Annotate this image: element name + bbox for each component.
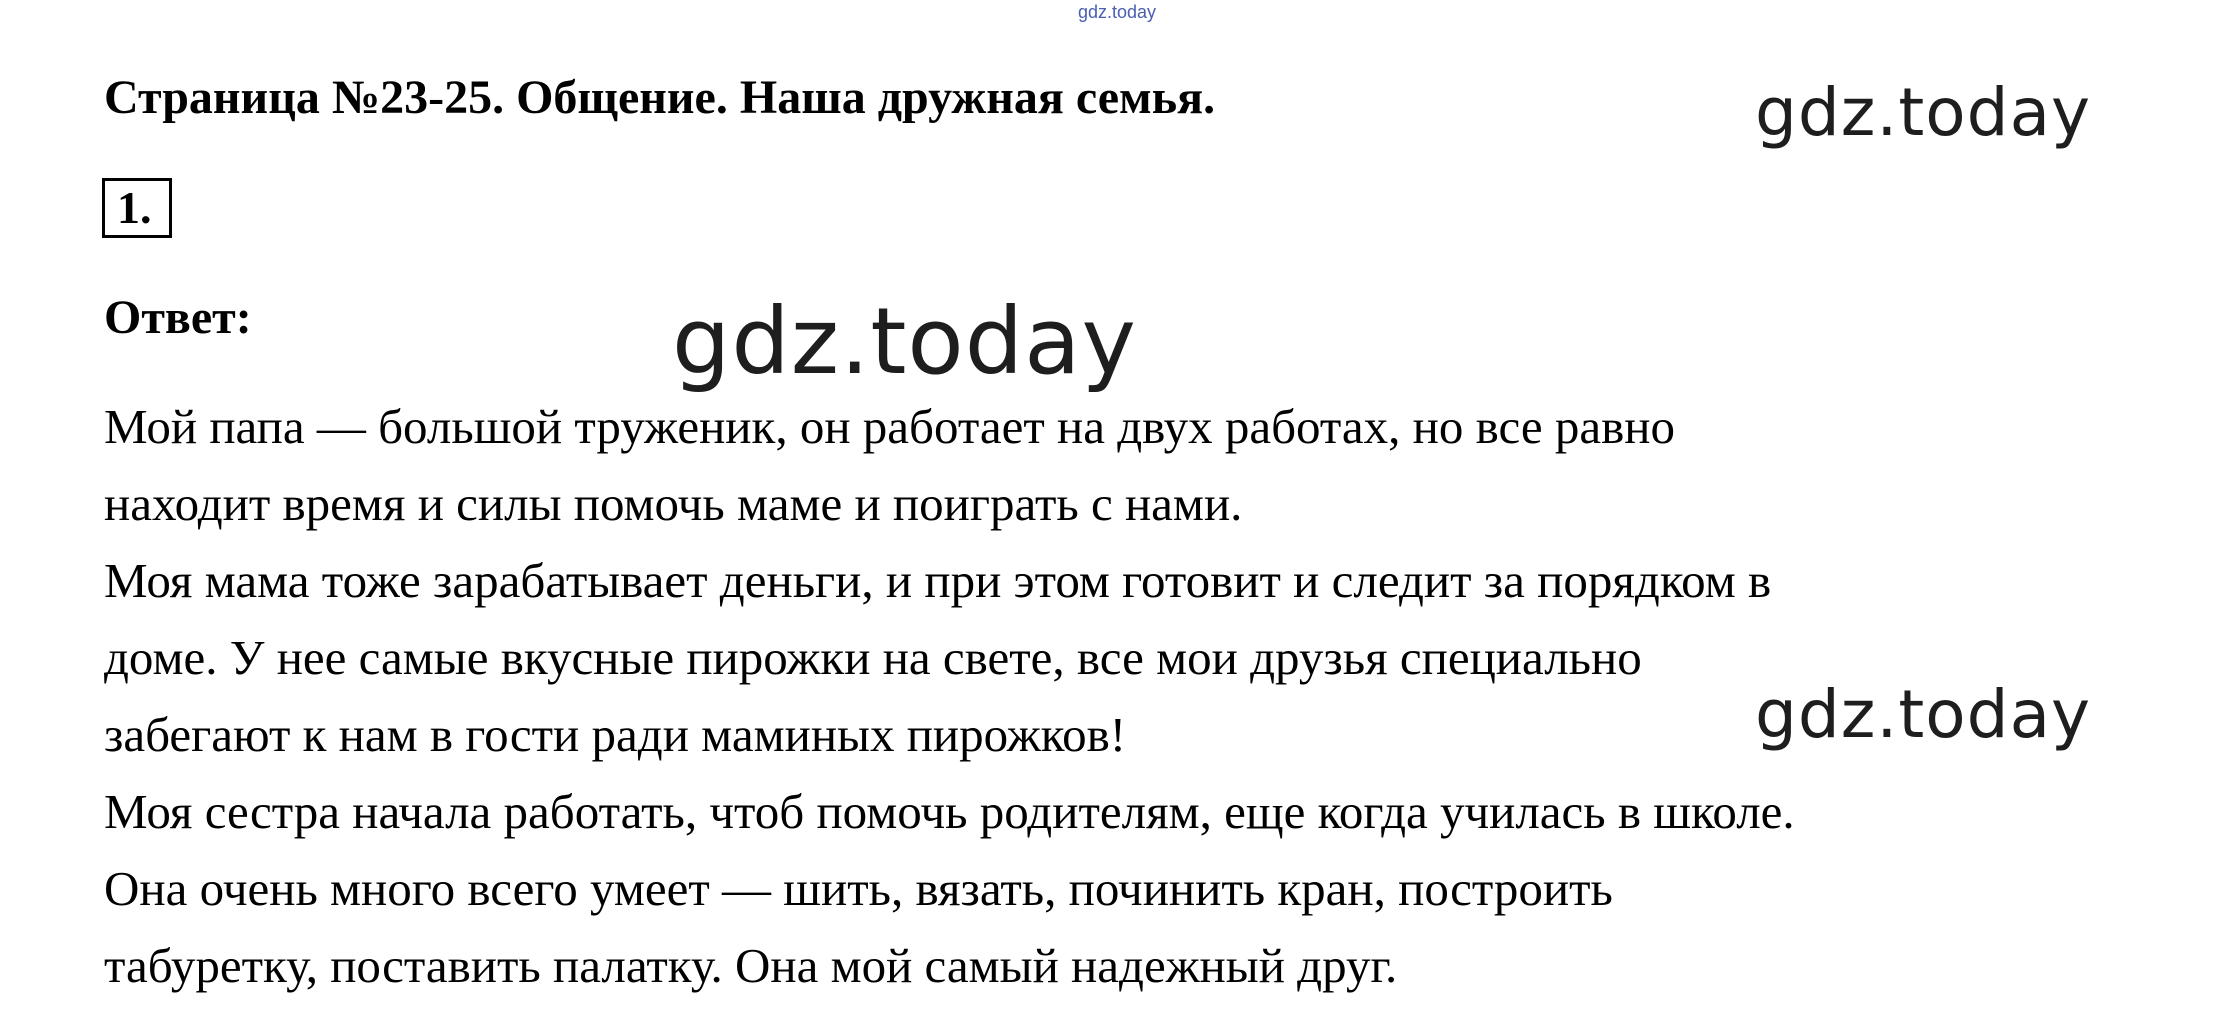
top-watermark: gdz.today <box>1078 2 1157 22</box>
watermark-middle-right: gdz.today <box>1755 676 2092 753</box>
answer-line: Моя мама тоже зарабатывает деньги, и при этом готовит и следит за порядком в <box>104 553 1772 608</box>
answer-line: забегают к нам в гости ради маминых пирожков! <box>104 707 1127 762</box>
page-title: Страница №23-25. Общение. Наша дружная семья. <box>104 71 1216 124</box>
task-number-box: 1. <box>102 178 172 238</box>
answer-line: табуретку, поставить палатку. Она мой самый надежный друг. <box>104 938 1398 993</box>
answer-line: доме. У нее самые вкусные пирожки на свете, все мои друзья специально <box>104 630 1642 685</box>
answer-line: Мой папа — большой труженик, он работает на двух работах, но все равно <box>104 399 1675 454</box>
watermark-top-right: gdz.today <box>1755 74 2092 151</box>
answer-line: находит время и силы помочь маме и поиграть с нами. <box>104 476 1243 531</box>
answer-line: Она очень много всего умеет — шить, вязать, починить кран, построить <box>104 861 1613 916</box>
watermark-center: gdz.today <box>672 288 1137 395</box>
answer-label: Ответ: <box>104 291 252 344</box>
answer-line: Моя сестра начала работать, чтоб помочь родителям, еще когда училась в школе. <box>104 784 1795 839</box>
